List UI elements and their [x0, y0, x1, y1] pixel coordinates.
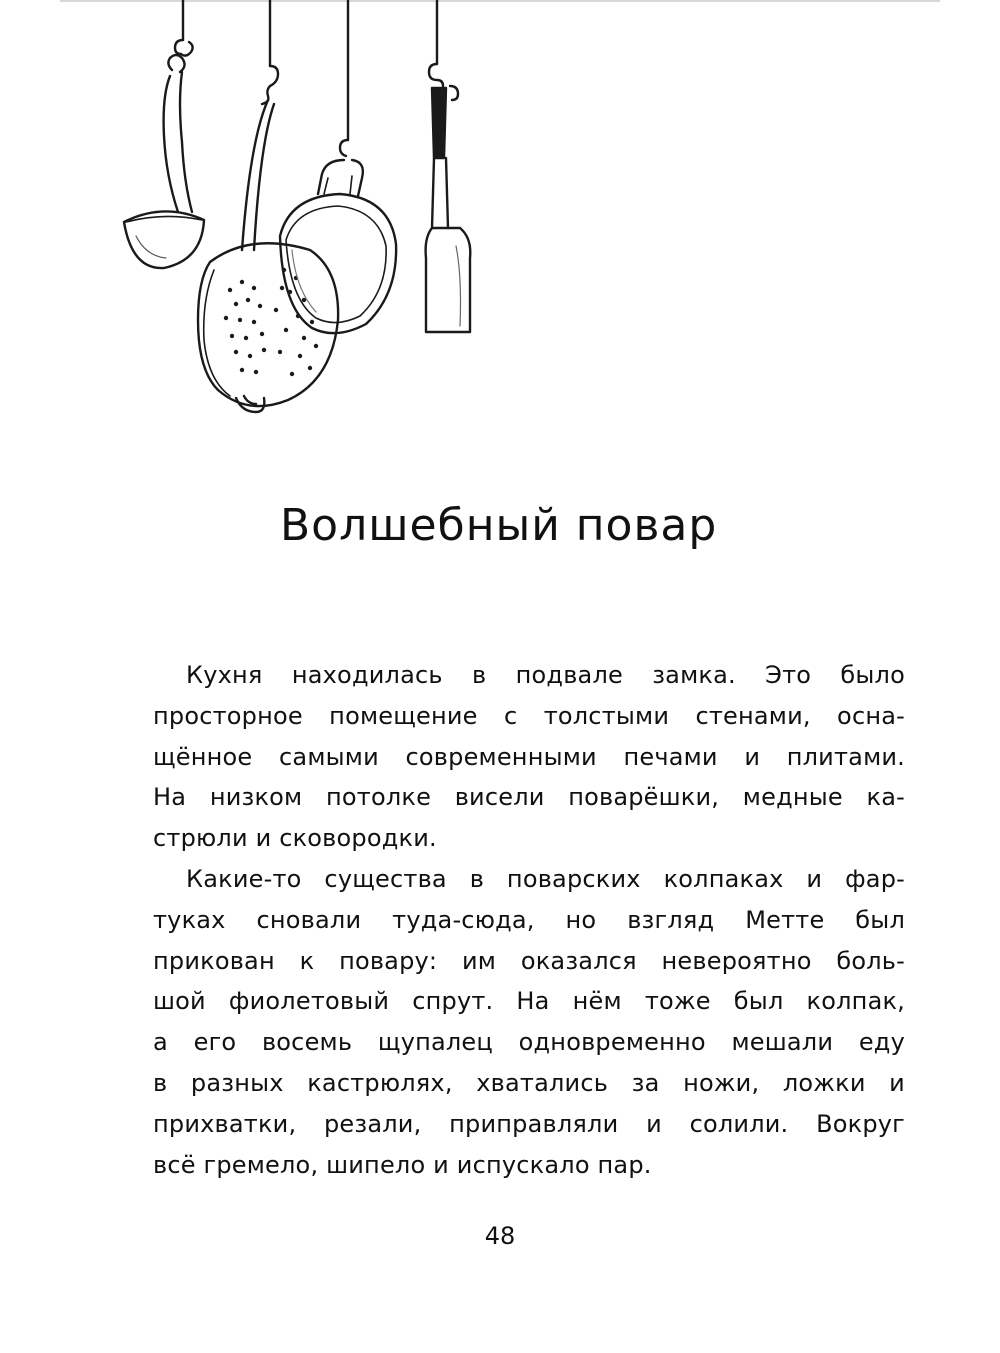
body-text [153, 655, 905, 1185]
page-number: 48 [484, 1222, 516, 1250]
kitchen-utensils-illustration [110, 0, 490, 430]
text-line: просторное помещение с толстыми стенами, осна- [153, 701, 905, 730]
text-line: туках сновали туда-сюда, но взгляд Метте был [153, 905, 905, 934]
text-line: а его восемь щупалец одновременно мешали еду [153, 1028, 905, 1057]
text-line: Какие-то существа в поварских колпаках и фар- [186, 864, 905, 893]
text-line: в разных кастрюлях, хватались за ножи, ложки и [153, 1068, 905, 1097]
ladle-icon [124, 0, 204, 268]
text-line: На низком потолке висели поварёшки, медные ка- [153, 783, 905, 812]
text-line: щённое самыми современными печами и плитами. [153, 742, 905, 771]
text-line: прихватки, резали, приправляли и солили. Вокруг [153, 1109, 905, 1138]
text-line: шой фиолетовый спрут. На нём тоже был колпак, [153, 987, 905, 1016]
text-line: всё гремело, шипело и испускало пар. [153, 1150, 652, 1179]
colander-icon [198, 0, 338, 412]
paragraph [153, 655, 905, 859]
paragraph [153, 859, 905, 1185]
text-line: прикован к повару: им оказался невероятно боль- [153, 946, 905, 975]
chapter-title: Волшебный повар [280, 500, 718, 551]
text-line: Кухня находилась в подвале замка. Это было [186, 661, 905, 689]
text-line: стрюли и сковородки. [153, 824, 437, 853]
spatula-icon [426, 0, 471, 332]
saucepan-icon [280, 0, 396, 333]
